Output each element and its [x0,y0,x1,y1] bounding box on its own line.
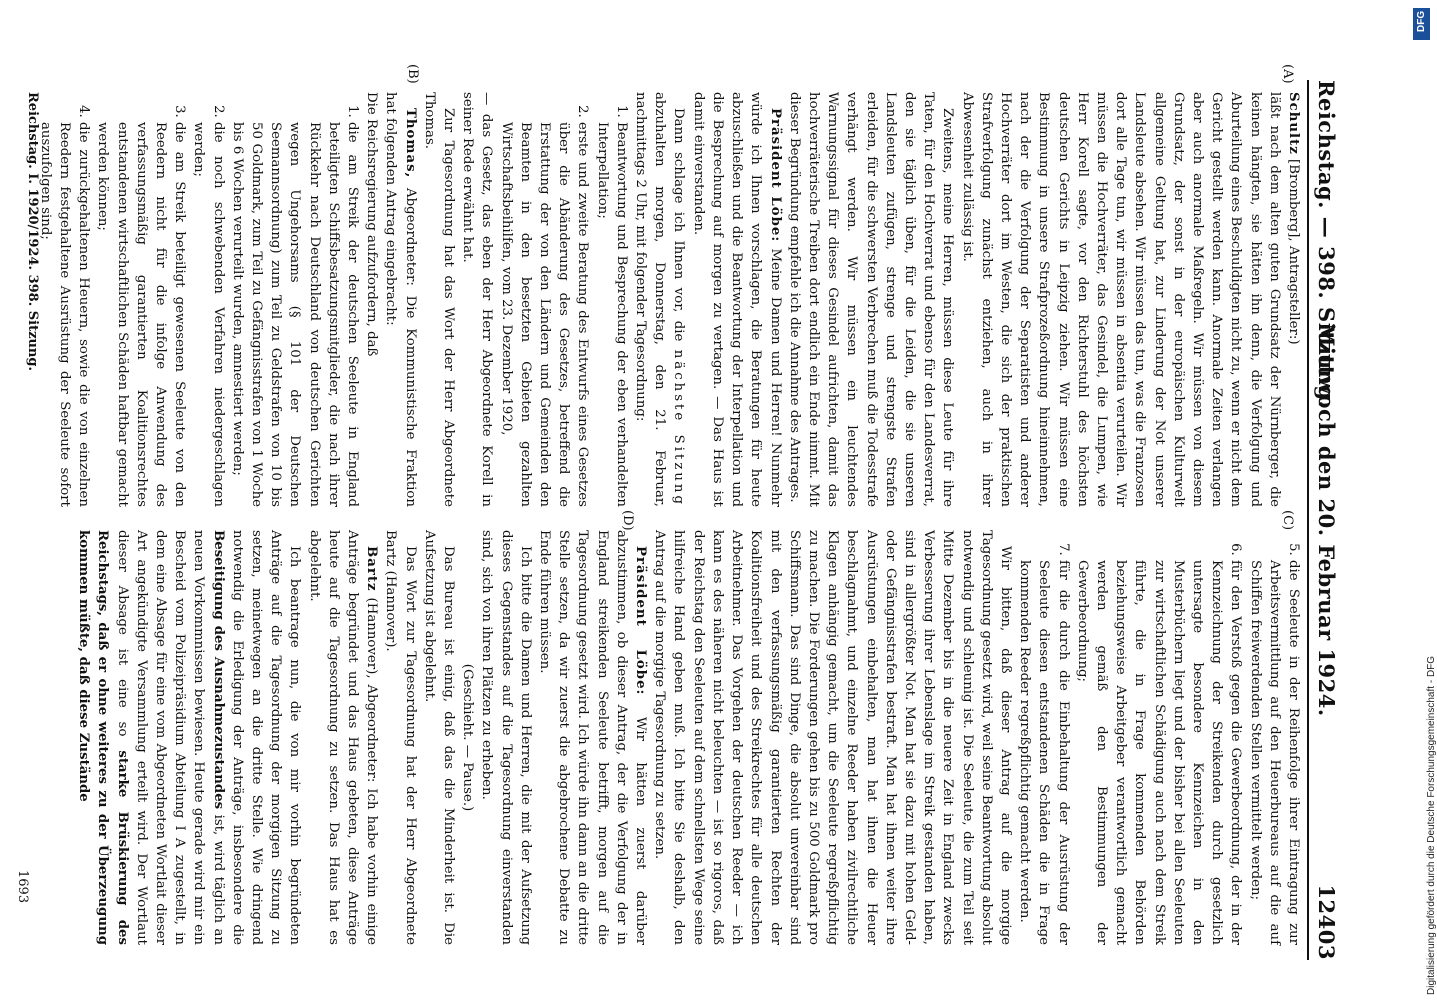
paragraph: Wir bitten, daß dieser Antrag auf die morgige Tagesordnung gesetzt wird, weil seine Beantwortung absolut notwendig und schleunig ist. Die Seeleute, die zum Teil seit Mitte Dezember bis in die neuere Zeit in England zwecks Verbesserung ihrer Lebenslage im Streik gestanden haben, sind in allergrößter Not. Man hat sie dazu mit hohen Geld- oder Gefängnisstrafen bestraft. Man hat ihnen weiter ihre Ausrüstungen einbehalten, man hat ihnen die Heuer beschlagnahmt, und einzelne Reeder haben zivilrechtliche Klagen anhängig gemacht, um die Seeleute regreßpflichtig zu machen. Die Forderungen gehen bis zu 500 Goldmark pro Schiffsmann. Das sind Dinge, die absolut unvereinbar sind mit den verfassungsmäßig garantierten Rechten der Koalitionsfreiheit und des Streikrechtes für alle deutschen Arbeitnehmer. Das Vorgehen der deutschen Reeder — ich kann es des näheren nicht beleuchten — ist so rigoros, daß der Reichstag den Seeleuten auf dem schnellsten Wege seine hilfreiche Hand geben muß. Ich bitte Sie deshalb, den Antrag auf die morgige Tagesordnung zu setzen. [652,530,1013,945]
speaker-name: Thomas, [402,108,418,179]
demands-list-continued [1015,530,1303,945]
dfg-logo-text: DFG [1416,10,1427,32]
paragraph: abzuhalten morgen, Donnerstag, den 21. Februar, nachmittags 2 Uhr, mit folgender Tagesordnung: [633,92,668,507]
continuation-line [1284,92,1303,507]
margin-marker-c: (C) [1280,510,1295,531]
speaker-name: Bartz [364,546,380,592]
list-item: 2. die noch schwebenden Verfahren niedergeschlagen werden; [189,122,227,507]
paragraph: Zur Tagesordnung hat das Wort der Herr Abgeordnete Thomas. [421,92,457,507]
header-rule [1307,80,1309,960]
speaker-name: Präsident Löbe: [767,108,783,243]
digitization-note [1408,10,1437,995]
paragraph: ist, wird täglich an neuen Vorkommnissen bewiesen. Heute gerade wird mir ein Bescheid vom Polizeipräsidium Abteilung I A zugestellt, in dem eine Absage für eine vom Abgeordneten Wortlait dieser Art angekündigte Versammlung erteilt wird. Der Wortlaut dieser Absage ist eine so [114,530,226,945]
left-column [36,92,1303,507]
paragraph: Ich beantrage nun, die von mir vorhin begründeten Anträge auf die Tagesordnung der morgigen Sitzung zu setzen, meinetwegen an die dritte Stelle. Wie dringend notwendig die Erledigung der Anträge, insbesondere die [229,530,303,945]
sheet-number: 1693 [15,870,30,904]
header-left: Reichstag. — 398. Sitzung. [1314,80,1339,409]
paragraph: Die Reichsregierung aufzufordern, daß [364,92,380,357]
emphasis-text: Beseitigung des Ausnahmezustandes [210,530,226,810]
list-item: 4. die zurückgehaltenen Heuern, sowie die von einzelnen Reedern festgehaltene Ausrüstung der Seeleute sofort auszufolgen sind; [36,122,94,507]
list-item: 7. für die durch die Einbehaltung der Ausrüstung der Seeleute diesen entstandenen Schäden die in Frage kommenden Reeder regreßpflichtig gemacht werden. [1015,560,1073,945]
footer-signature: Reichstag. I. 1920/1924. 398. Sitzung. [25,92,40,371]
paragraph: Dann schlage ich Ihnen vor, die [671,108,687,342]
paragraph: Abgeordneter: Die Kommunistische Fraktion hat folgenden Antrag eingebracht: [383,92,418,507]
dfg-logo [1413,8,1430,40]
page-header [1311,80,1339,960]
document-page [5,0,1375,1000]
emphasis-text: starke Brüskierung des Reichstags, daß er ohne weiteres zu der Überzeugung kommen müßte, daß diese Zustände [76,530,130,946]
paragraph: Das Bureau ist einig, daß das die Minderheit ist. Die Aufsetzung ist abgelehnt. [421,530,457,945]
speaker-name: Schultz [1286,92,1301,155]
paragraph: (Hannover), Abgeordneter: Ich habe vorhin einige Anträge begründet und das Haus gebeten, diese Anträge heute auf die Tagesordnung zu setzen. Das Haus hat es abgelehnt. [306,530,380,945]
speaker-suffix: [Bromberg], Antragsteller:) [1286,159,1301,345]
list-item: 3. die am Streik beteiligt gewesenen Seeleute von den Reedern nicht für die infolge Anwendung des verfassungsmäßig garantierten Koalitionsrechtes entstandenen wirtschaftlichen Schäden haftbar gemacht werden können; [93,122,189,507]
list-item: 6. für den Verstoß gegen die Gewerbeordnung, der in der Kennzeichnung der Streikenden durch gesetzlich untersagte besondere Kennzeichen in den Musterbüchern liegt und der bisher bei allen Seeleuten zur wirtschaftlichen Schädigung auch nach dem Streik führte, die in Frage kommenden Behörden beziehungsweise Arbeitgeber verantwortlich gemacht werden gemäß den Bestimmungen der Gewerbeordnung; [1073,560,1246,945]
paragraph: — das Gesetz, das eben der Herr Abgeordnete Korell in seiner Rede erwähnt hat. [460,92,495,507]
paragraph: Zweitens, meine Herren, müssen diese Leute für ihre Taten, für den Hochverrat und ebenso für den Landesverrat, den sie täglich üben, für die Leiden, die sie unseren Landsleuten zufügen, strenge und strengste Strafen erleiden, für die schwersten Verbrechen muß die Todesstrafe verhängt werden. Wir müssen ein leuchtendes Warnungssignal für dieses Gesindel aufrichten, damit das hochverräterische Treiben dort endlich ein Ende nimmt. Mit dieser Begründung empfehle ich die Annahme des Antrages. [786,92,956,507]
paragraph: Wir hätten zuerst darüber abzustimmen, ob dieser Antrag, der die Verfolgung der in England streikenden Seeleute betrifft, morgen auf die Tagesordnung gesetzt wird. Ich würde ihn dann an die dritte Stelle setzen, da wir zuerst die abgebrochene Debatte zu Ende führen müssen. [537,530,649,945]
margin-marker-d: (D) [620,510,635,531]
header-date: Mittwoch den 20. Februar 1924. [1314,323,1339,717]
margin-marker-b: (B) [405,64,420,84]
digitization-note-text: Digitalisierung gefördert durch die Deutsche Forschungsgemeinschaft - DFG [1426,655,1437,995]
speaker-name: Präsident Löbe: [633,546,649,696]
margin-marker-a: (A) [1280,64,1295,84]
paragraph: Ich bitte die Damen und Herren, die mit der Aufsetzung dieses Gegenstandes auf die Tagesordnung einverstanden sind, sich von ihren Plätzen zu erheben. [479,530,533,945]
paragraph: läßt nach dem alten guten Grundsatz der Nürnberger, die keinen hängten, sie hätten ihn denn, die Verfolgung und Aburteilung eines Beschuldigten nicht zu, wenn er nicht dem Gericht gestellt werden kann. Anormale Zeiten verlangen aber auch anormale Maßregeln. Wir müssen von diesem Grundsatz, der sonst in der europäischen Kulturwelt allgemeine Geltung hat, zur Linderung der Not unserer Landsleute absehen. Wir müssen das tun, was die Franzosen dort alle Tage tun, wir müssen in absentia verurteilen. Wir müssen die Hochverräter, das Gesindel, die Lumpen, wie Herr Korell sagte, vor den Richterstuhl des höchsten deutschen Gerichts in Leipzig ziehen. Wir müssen eine Bestimmung in unsere Strafprozeßordnung hineinnehmen, nach der die Verfolgung der Separatisten und anderer Hochverräter dort im Westen, die sich der praktischen Strafverfolgung zunächst entziehen, auch in ihrer Abwesenheit zulässig ist. [959,92,1282,507]
paragraph: Meine Damen und Herren! Nunmehr würde ich Ihnen vorschlagen, die Beratungen für heute abzuschließen und die Beantwortung der Interpellation und die Besprechung auf morgen zu vertagen. — Das Haus ist damit einverstanden. [690,92,783,507]
stage-direction: (Geschieht. — Pause.) [460,663,476,812]
header-page-number: 12403 [1314,884,1339,960]
list-item: 1. die am Streik der deutschen Seeleute in England beteiligten Schiffsbesatzungsmitglieder, die nach ihrer Rückkehr nach Deutschland von deutschen Gerichten wegen Ungehorsams (§ 101 der Deutschen Seemannsordnung) zum Teil zu Geldstrafen von 10 bis 50 Goldmark, zum Teil zu Gefängnisstrafen von 1 Woche bis 6 Wochen verurteilt wurden, amnestiert werden; [228,122,362,507]
list-item: 5. die Seeleute in der Reihenfolge ihrer Eintragung zur Arbeitsvermittlung auf den Heuerbureaus auf die auf Schiffen freiwerdenden Stellen vermittelt werden; [1245,560,1303,945]
agenda-list [496,92,630,507]
next-session-label: nächste Sitzung [671,349,687,507]
list-item: 1. Beantwortung und Besprechung der eben verhandelten Interpellation; [592,122,630,507]
demands-list [36,92,362,507]
list-item: 2. erste und zweite Beratung des Entwurfs eines Gesetzes über die Abänderung des Gesetzes, betreffend die Erstattung der von den Ländern und Gemeinden den Beamten in den besetzten Gebieten gezahlten Wirtschaftsbeihilfen, vom 23. Dezember 1920, [496,122,592,507]
paragraph: Das Wort zur Tagesordnung hat der Herr Abgeordnete Bartz (Hannover). [383,530,418,945]
right-column [74,530,1303,945]
